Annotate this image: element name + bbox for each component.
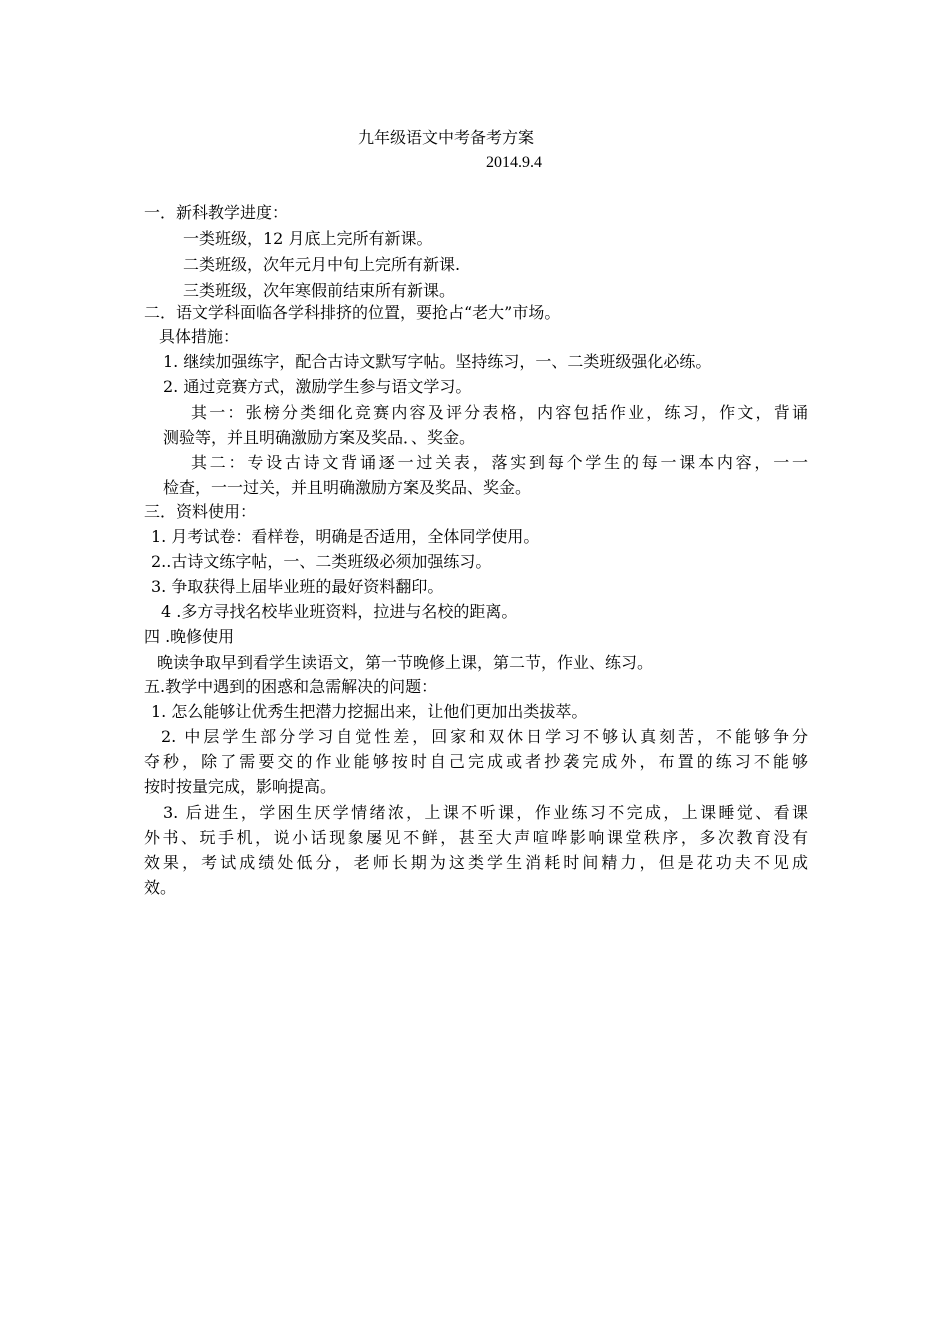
- list-item: 4 .多方寻找名校毕业班资料，拉进与名校的距离。: [161, 602, 518, 621]
- list-item: 3. 后进生，学困生厌学情绪浓，上课不听课，作业练习不完成，上课睡觉、看课: [163, 803, 808, 822]
- body-line: 检查，一一过关，并且明确激励方案及奖品、奖金。: [163, 478, 532, 497]
- section-4-heading: 四 .晚修使用: [144, 627, 235, 646]
- body-line: 晚读争取早到看学生读语文，第一节晚修上课，第二节，作业、练习。: [157, 653, 654, 672]
- body-line: 测验等，并且明确激励方案及奖品．、奖金。: [163, 428, 476, 447]
- body-line: 二类班级，次年元月中旬上完所有新课.: [183, 255, 461, 274]
- list-item: 2. 通过竞赛方式，激励学生参与语文学习。: [163, 377, 472, 396]
- body-line: 效果，考试成绩处低分，老师长期为这类学生消耗时间精力，但是花功夫不见成: [144, 853, 808, 872]
- list-item: 1. 怎么能够让优秀生把潜力挖掘出来，让他们更加出类拔萃。: [151, 702, 588, 721]
- list-item: 1. 月考试卷：看样卷，明确是否适用，全体同学使用。: [151, 527, 540, 546]
- list-item: 1. 继续加强练字，配合古诗文默写字帖。坚持练习，一、二类班级强化必练。: [163, 352, 712, 371]
- document-title: 九年级语文中考备考方案: [358, 128, 535, 147]
- body-line: 其二：专设古诗文背诵逐一过关表，落实到每个学生的每一课本内容，一一: [191, 453, 808, 472]
- section-5-heading: 五.教学中遇到的困惑和急需解决的问题：: [144, 677, 438, 696]
- list-item: 2..古诗文练字帖，一、二类班级必须加强练习。: [151, 552, 492, 571]
- section-2-heading: 二．语文学科面临各学科排挤的位置，要抢占“老大”市场。: [144, 303, 561, 322]
- body-line: 三类班级，次年寒假前结束所有新课。: [183, 281, 456, 300]
- body-line: 夺秒，除了需要交的作业能够按时自己完成或者抄袭完成外，布置的练习不能够: [144, 752, 808, 771]
- document-date: 2014.9.4: [486, 154, 542, 171]
- section-3-heading: 三．资料使用：: [144, 502, 257, 521]
- body-line: 外书、玩手机，说小话现象屡见不鲜，甚至大声喧哗影响课堂秩序，多次教育没有: [144, 828, 808, 847]
- list-item: 2. 中层学生部分学习自觉性差，回家和双休日学习不够认真刻苦，不能够争分: [161, 727, 808, 746]
- section-1-heading: 一．新科教学进度：: [144, 203, 289, 222]
- body-line: 按时按量完成，影响提高。: [144, 777, 337, 796]
- body-line: 效。: [144, 878, 177, 897]
- body-line: 具体措施：: [159, 327, 240, 346]
- body-line: 一类班级，12 月底上完所有新课。: [183, 229, 433, 248]
- list-item: 3. 争取获得上届毕业班的最好资料翻印。: [151, 577, 444, 596]
- body-line: 其一：张榜分类细化竞赛内容及评分表格，内容包括作业，练习，作文，背诵: [191, 403, 808, 422]
